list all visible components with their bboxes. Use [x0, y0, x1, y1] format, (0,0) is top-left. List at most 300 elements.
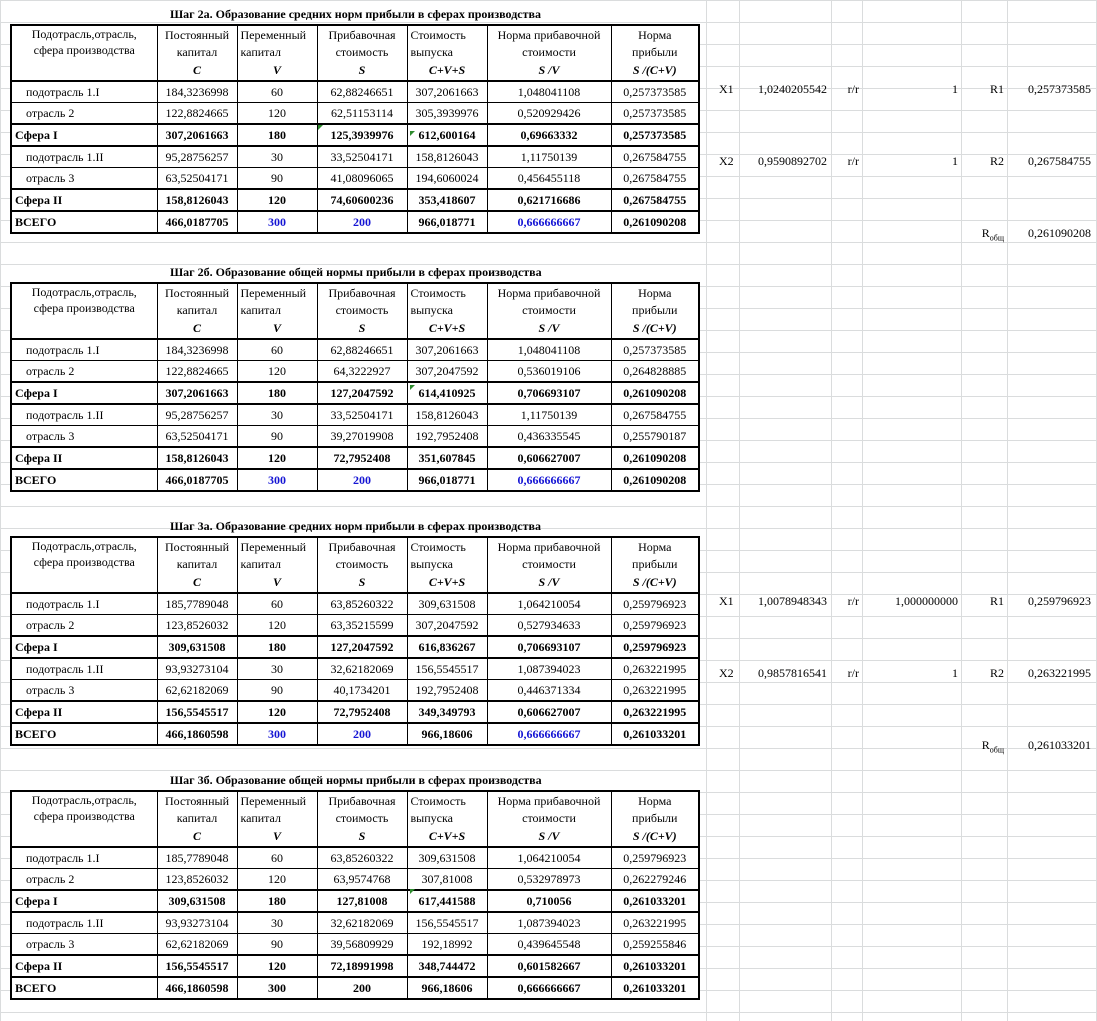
cell-c[interactable]: 63,52504171: [157, 168, 237, 190]
cell-c[interactable]: 158,8126043: [157, 447, 237, 469]
table-row: [11, 168, 699, 190]
cell-p[interactable]: 0,259796923: [611, 847, 699, 869]
header-c-line2: капитал: [157, 555, 237, 572]
table-row: [11, 81, 699, 103]
cell-cvs[interactable]: 966,018771: [407, 211, 487, 233]
cell-cvs[interactable]: 194,6060024: [407, 168, 487, 190]
row-label: отрасль 2: [11, 615, 157, 637]
cell-c[interactable]: 62,62182069: [157, 680, 237, 702]
table-row: [11, 146, 699, 168]
cell-cvs[interactable]: 307,2061663: [407, 339, 487, 361]
side-x1-label: X1: [719, 594, 734, 608]
header-sv-line2: стоимости: [487, 809, 611, 826]
cell-sv[interactable]: 0,536019106: [487, 361, 611, 383]
cell-p[interactable]: 0,261090208: [611, 211, 699, 233]
cell-v[interactable]: 120: [237, 103, 317, 125]
cell-p[interactable]: 0,261090208: [611, 469, 699, 491]
cell-s[interactable]: 200: [317, 723, 407, 745]
cell-s[interactable]: 40,1734201: [317, 680, 407, 702]
table-row: [11, 339, 699, 361]
cell-cvs[interactable]: 309,631508: [407, 847, 487, 869]
header-sv-line2: стоимости: [487, 43, 611, 60]
header-c-line1: Постоянный: [157, 25, 237, 43]
table-row: [11, 847, 699, 869]
cell-p[interactable]: 0,261033201: [611, 890, 699, 912]
side-x1-value[interactable]: 1,0240205542: [758, 82, 827, 96]
header-p-line2: прибыли: [611, 555, 699, 572]
cell-s[interactable]: 33,52504171: [317, 404, 407, 426]
side-x2-r-value[interactable]: 0,263221995: [1028, 666, 1091, 680]
cell-c[interactable]: 185,7789048: [157, 593, 237, 615]
summary-row: [11, 977, 699, 999]
side-x2-value[interactable]: 0,9857816541: [758, 666, 827, 680]
header-sv-line2: стоимости: [487, 301, 611, 318]
header-col-label: [11, 283, 157, 318]
cell-v[interactable]: 120: [237, 955, 317, 977]
cell-v[interactable]: 30: [237, 404, 317, 426]
cell-c[interactable]: 309,631508: [157, 636, 237, 658]
cell-p[interactable]: 0,264828885: [611, 361, 699, 383]
header-col-label: [11, 537, 157, 572]
table-row: [11, 680, 699, 702]
cell-sv[interactable]: 0,520929426: [487, 103, 611, 125]
row-label: отрасль 2: [11, 103, 157, 125]
cell-c[interactable]: 156,5545517: [157, 955, 237, 977]
symbol-cvs: C+V+S: [407, 826, 487, 847]
header-v-line2: капитал: [237, 43, 317, 60]
cell-v[interactable]: 60: [237, 847, 317, 869]
symbol-sv: S /V: [487, 572, 611, 593]
cell-cvs[interactable]: 351,607845: [407, 447, 487, 469]
summary-row: [11, 701, 699, 723]
cell-p[interactable]: 0,261090208: [611, 382, 699, 404]
header-cvs-line2: выпуска: [407, 809, 487, 826]
row-label: Сфера I: [11, 636, 157, 658]
cell-c[interactable]: 93,93273104: [157, 658, 237, 680]
cell-cvs[interactable]: 617,441588: [407, 890, 487, 912]
cell-sv[interactable]: 1,048041108: [487, 339, 611, 361]
cell-sv[interactable]: 0,666666667: [487, 211, 611, 233]
cell-c[interactable]: 123,8526032: [157, 615, 237, 637]
row-label: ВСЕГО: [11, 469, 157, 491]
cell-v[interactable]: 90: [237, 934, 317, 956]
row-label: подотрасль 1.II: [11, 912, 157, 934]
cell-s[interactable]: 127,81008: [317, 890, 407, 912]
summary-row: [11, 636, 699, 658]
cell-cvs[interactable]: 616,836267: [407, 636, 487, 658]
cell-sv[interactable]: 0,666666667: [487, 723, 611, 745]
cell-s[interactable]: 127,2047592: [317, 382, 407, 404]
row-label: подотрасль 1.I: [11, 339, 157, 361]
cell-v[interactable]: 120: [237, 701, 317, 723]
header-spacer: [11, 826, 157, 847]
symbol-v: V: [237, 318, 317, 339]
cell-sv[interactable]: 0,606627007: [487, 701, 611, 723]
header-s-line2: стоимость: [317, 555, 407, 572]
row-label: отрасль 2: [11, 869, 157, 891]
cell-c[interactable]: 466,1860598: [157, 977, 237, 999]
symbol-s: S: [317, 826, 407, 847]
summary-row: [11, 447, 699, 469]
cell-cvs[interactable]: 156,5545517: [407, 912, 487, 934]
summary-row: [11, 890, 699, 912]
cell-sv[interactable]: 0,666666667: [487, 469, 611, 491]
symbol-s: S: [317, 318, 407, 339]
cell-s[interactable]: 62,51153114: [317, 103, 407, 125]
header-v-line2: капитал: [237, 809, 317, 826]
side-x2-r-value[interactable]: 0,267584755: [1028, 154, 1091, 168]
cell-p[interactable]: 0,263221995: [611, 658, 699, 680]
cell-sv[interactable]: 0,527934633: [487, 615, 611, 637]
header-s-line1: Прибавочная: [317, 791, 407, 809]
cell-p[interactable]: 0,261033201: [611, 977, 699, 999]
row-label: подотрасль 1.I: [11, 81, 157, 103]
table-row: [11, 426, 699, 448]
table-row: [11, 912, 699, 934]
row-label: Сфера II: [11, 447, 157, 469]
cell-cvs[interactable]: 307,2047592: [407, 615, 487, 637]
cell-sv[interactable]: 1,064210054: [487, 847, 611, 869]
cell-p[interactable]: 0,267584755: [611, 168, 699, 190]
header-p-line2: прибыли: [611, 301, 699, 318]
cell-p[interactable]: 0,257373585: [611, 339, 699, 361]
cell-cvs[interactable]: 612,600164: [407, 124, 487, 146]
side-x1-r-label: R1: [989, 594, 1004, 608]
row-label: подотрасль 1.I: [11, 847, 157, 869]
cell-sv[interactable]: 0,710056: [487, 890, 611, 912]
cell-sv[interactable]: 0,706693107: [487, 636, 611, 658]
row-label: отрасль 3: [11, 680, 157, 702]
cell-sv[interactable]: 0,436335545: [487, 426, 611, 448]
cell-p[interactable]: 0,259796923: [611, 593, 699, 615]
cell-s[interactable]: 72,7952408: [317, 447, 407, 469]
cell-cvs[interactable]: 309,631508: [407, 593, 487, 615]
cell-c[interactable]: 466,1860598: [157, 723, 237, 745]
cell-s[interactable]: 64,3222927: [317, 361, 407, 383]
cell-p[interactable]: 0,267584755: [611, 404, 699, 426]
cell-c[interactable]: 122,8824665: [157, 361, 237, 383]
symbol-c: C: [157, 826, 237, 847]
cell-s[interactable]: 32,62182069: [317, 658, 407, 680]
side-total-value[interactable]: 0,261033201: [1028, 738, 1091, 752]
row-label: Сфера II: [11, 955, 157, 977]
symbol-v: V: [237, 572, 317, 593]
cell-c[interactable]: 466,0187705: [157, 469, 237, 491]
cell-s[interactable]: 127,2047592: [317, 636, 407, 658]
cell-sv[interactable]: 0,439645548: [487, 934, 611, 956]
cell-v[interactable]: 30: [237, 912, 317, 934]
cell-c[interactable]: 63,52504171: [157, 426, 237, 448]
header-v-line1: Переменный: [237, 25, 317, 43]
side-x1-value[interactable]: 1,0078948343: [758, 594, 827, 608]
cell-v[interactable]: 300: [237, 977, 317, 999]
side-x1-r-value[interactable]: 0,259796923: [1028, 594, 1091, 608]
cell-sv[interactable]: 1,048041108: [487, 81, 611, 103]
cell-cvs[interactable]: 158,8126043: [407, 146, 487, 168]
cell-v[interactable]: 30: [237, 658, 317, 680]
symbol-sv: S /V: [487, 60, 611, 81]
cell-s[interactable]: 63,85260322: [317, 847, 407, 869]
cell-s[interactable]: 39,27019908: [317, 426, 407, 448]
cell-s[interactable]: 33,52504171: [317, 146, 407, 168]
cell-sv[interactable]: 0,601582667: [487, 955, 611, 977]
cell-cvs[interactable]: 966,18606: [407, 977, 487, 999]
side-x1-r-value[interactable]: 0,257373585: [1028, 82, 1091, 96]
cell-s[interactable]: 200: [317, 211, 407, 233]
cell-sv[interactable]: 0,532978973: [487, 869, 611, 891]
symbol-c: C: [157, 572, 237, 593]
cell-sv[interactable]: 0,621716686: [487, 189, 611, 211]
cell-s[interactable]: 41,08096065: [317, 168, 407, 190]
cell-sv[interactable]: 1,11750139: [487, 146, 611, 168]
block-title: Шаг 2а. Образование средних норм прибыли в сферах производства: [170, 7, 541, 21]
cell-marker-icon: [410, 131, 415, 136]
header-s-line2: стоимость: [317, 809, 407, 826]
side-x2-ratio: r/r: [847, 666, 859, 680]
header-sv-line1: Норма прибавочной: [487, 283, 611, 301]
cell-s[interactable]: 32,62182069: [317, 912, 407, 934]
side-x2-one[interactable]: 1: [952, 666, 958, 680]
row-label: Сфера I: [11, 890, 157, 912]
cell-p[interactable]: 0,263221995: [611, 701, 699, 723]
cell-s[interactable]: 63,35215599: [317, 615, 407, 637]
header-spacer: [11, 60, 157, 81]
cell-s[interactable]: 62,88246651: [317, 81, 407, 103]
row-label: подотрасль 1.II: [11, 658, 157, 680]
cell-sv[interactable]: 0,446371334: [487, 680, 611, 702]
cell-v[interactable]: 120: [237, 615, 317, 637]
side-x1-label: X1: [719, 82, 734, 96]
cell-s[interactable]: 63,9574768: [317, 869, 407, 891]
header-v-line1: Переменный: [237, 791, 317, 809]
cell-v[interactable]: 60: [237, 81, 317, 103]
cell-cvs[interactable]: 192,7952408: [407, 426, 487, 448]
side-x2-ratio: r/r: [847, 154, 859, 168]
cell-p[interactable]: 0,257373585: [611, 81, 699, 103]
header-p-line2: прибыли: [611, 809, 699, 826]
row-label: отрасль 3: [11, 426, 157, 448]
cell-s[interactable]: 72,7952408: [317, 701, 407, 723]
table-row: [11, 869, 699, 891]
cell-cvs[interactable]: 156,5545517: [407, 658, 487, 680]
cell-c[interactable]: 95,28756257: [157, 146, 237, 168]
cell-cvs[interactable]: 966,018771: [407, 469, 487, 491]
cell-v[interactable]: 180: [237, 124, 317, 146]
header-spacer: [11, 318, 157, 339]
cell-c[interactable]: 158,8126043: [157, 189, 237, 211]
header-cvs-line2: выпуска: [407, 301, 487, 318]
symbol-p: S /(C+V): [611, 318, 699, 339]
cell-v[interactable]: 120: [237, 447, 317, 469]
cell-sv[interactable]: 1,087394023: [487, 912, 611, 934]
cell-cvs[interactable]: 192,18992: [407, 934, 487, 956]
cell-v[interactable]: 120: [237, 361, 317, 383]
cell-c[interactable]: 184,3236998: [157, 339, 237, 361]
cell-s[interactable]: 62,88246651: [317, 339, 407, 361]
summary-row: [11, 124, 699, 146]
cell-p[interactable]: 0,267584755: [611, 189, 699, 211]
cell-p[interactable]: 0,257373585: [611, 124, 699, 146]
cell-v[interactable]: 300: [237, 723, 317, 745]
table-row: [11, 404, 699, 426]
row-label: ВСЕГО: [11, 211, 157, 233]
cell-p[interactable]: 0,255790187: [611, 426, 699, 448]
cell-c[interactable]: 307,2061663: [157, 124, 237, 146]
cell-v[interactable]: 60: [237, 339, 317, 361]
header-spacer: [11, 572, 157, 593]
table-row: [11, 615, 699, 637]
cell-v[interactable]: 180: [237, 382, 317, 404]
cell-sv[interactable]: 0,666666667: [487, 977, 611, 999]
cell-c[interactable]: 309,631508: [157, 890, 237, 912]
side-x1-ratio: r/r: [847, 594, 859, 608]
profit-table: [10, 24, 700, 234]
side-x1-ratio: r/r: [847, 82, 859, 96]
cell-sv[interactable]: 1,11750139: [487, 404, 611, 426]
cell-sv[interactable]: 0,69663332: [487, 124, 611, 146]
cell-c[interactable]: 185,7789048: [157, 847, 237, 869]
cell-v[interactable]: 300: [237, 469, 317, 491]
header-cvs-line1: Стоимость: [407, 25, 487, 43]
cell-sv[interactable]: 0,606627007: [487, 447, 611, 469]
cell-cvs[interactable]: 307,2061663: [407, 81, 487, 103]
cell-marker-icon: [410, 889, 415, 894]
cell-s[interactable]: 72,18991998: [317, 955, 407, 977]
cell-v[interactable]: 120: [237, 189, 317, 211]
row-label: Сфера I: [11, 382, 157, 404]
cell-p[interactable]: 0,263221995: [611, 912, 699, 934]
cell-p[interactable]: 0,259255846: [611, 934, 699, 956]
cell-s[interactable]: 125,3939976: [317, 124, 407, 146]
cell-cvs[interactable]: 349,349793: [407, 701, 487, 723]
header-col-label: [11, 25, 157, 60]
profit-table: [10, 536, 700, 746]
table-row: [11, 658, 699, 680]
cell-p[interactable]: 0,259796923: [611, 636, 699, 658]
header-c-line2: капитал: [157, 43, 237, 60]
cell-v[interactable]: 60: [237, 593, 317, 615]
header-label-line: Подотрасль,отрасль,: [31, 285, 137, 299]
cell-p[interactable]: 0,261033201: [611, 955, 699, 977]
row-label: подотрасль 1.II: [11, 146, 157, 168]
cell-c[interactable]: 156,5545517: [157, 701, 237, 723]
cell-cvs[interactable]: 158,8126043: [407, 404, 487, 426]
cell-s[interactable]: 200: [317, 469, 407, 491]
cell-s[interactable]: 39,56809929: [317, 934, 407, 956]
cell-v[interactable]: 300: [237, 211, 317, 233]
cell-cvs[interactable]: 307,81008: [407, 869, 487, 891]
cell-p[interactable]: 0,257373585: [611, 103, 699, 125]
cell-p[interactable]: 0,267584755: [611, 146, 699, 168]
cell-sv[interactable]: 0,706693107: [487, 382, 611, 404]
cell-cvs[interactable]: 305,3939976: [407, 103, 487, 125]
cell-c[interactable]: 93,93273104: [157, 912, 237, 934]
cell-v[interactable]: 90: [237, 168, 317, 190]
cell-v[interactable]: 90: [237, 426, 317, 448]
symbol-sv: S /V: [487, 826, 611, 847]
summary-row: [11, 955, 699, 977]
cell-cvs[interactable]: 966,18606: [407, 723, 487, 745]
row-label: Сфера I: [11, 124, 157, 146]
cell-c[interactable]: 95,28756257: [157, 404, 237, 426]
symbol-p: S /(C+V): [611, 826, 699, 847]
side-x2-label: X2: [719, 666, 734, 680]
header-label-line: сфера производства: [33, 809, 135, 823]
header-cvs-line1: Стоимость: [407, 537, 487, 555]
side-x2-value[interactable]: 0,9590892702: [758, 154, 827, 168]
block-title: Шаг 3а. Образование средних норм прибыли в сферах производства: [170, 519, 541, 533]
symbol-p: S /(C+V): [611, 60, 699, 81]
cell-cvs[interactable]: 192,7952408: [407, 680, 487, 702]
side-x1-one[interactable]: 1,000000000: [895, 594, 958, 608]
row-label: отрасль 3: [11, 168, 157, 190]
side-x2-r-label: R2: [989, 154, 1004, 168]
cell-s[interactable]: 200: [317, 977, 407, 999]
cell-sv[interactable]: 0,456455118: [487, 168, 611, 190]
cell-s[interactable]: 74,60600236: [317, 189, 407, 211]
header-c-line2: капитал: [157, 809, 237, 826]
cell-cvs[interactable]: 614,410925: [407, 382, 487, 404]
summary-row: [11, 382, 699, 404]
cell-s[interactable]: 63,85260322: [317, 593, 407, 615]
side-x2-one[interactable]: 1: [952, 154, 958, 168]
cell-cvs[interactable]: 353,418607: [407, 189, 487, 211]
cell-c[interactable]: 123,8526032: [157, 869, 237, 891]
header-p-line1: Норма: [611, 25, 699, 43]
cell-v[interactable]: 90: [237, 680, 317, 702]
cell-cvs[interactable]: 307,2047592: [407, 361, 487, 383]
header-v-line1: Переменный: [237, 537, 317, 555]
cell-v[interactable]: 120: [237, 869, 317, 891]
cell-c[interactable]: 184,3236998: [157, 81, 237, 103]
side-x1-one[interactable]: 1: [952, 82, 958, 96]
symbol-s: S: [317, 572, 407, 593]
header-label-line: сфера производства: [33, 301, 135, 315]
header-v-line1: Переменный: [237, 283, 317, 301]
cell-v[interactable]: 180: [237, 636, 317, 658]
cell-sv[interactable]: 1,087394023: [487, 658, 611, 680]
cell-c[interactable]: 62,62182069: [157, 934, 237, 956]
cell-p[interactable]: 0,261090208: [611, 447, 699, 469]
cell-p[interactable]: 0,261033201: [611, 723, 699, 745]
cell-c[interactable]: 466,0187705: [157, 211, 237, 233]
header-cvs-line1: Стоимость: [407, 283, 487, 301]
table-row: [11, 934, 699, 956]
row-label: подотрасль 1.II: [11, 404, 157, 426]
cell-p[interactable]: 0,263221995: [611, 680, 699, 702]
cell-c[interactable]: 307,2061663: [157, 382, 237, 404]
summary-row: [11, 723, 699, 745]
row-label: Сфера II: [11, 701, 157, 723]
cell-p[interactable]: 0,259796923: [611, 615, 699, 637]
cell-c[interactable]: 122,8824665: [157, 103, 237, 125]
header-cvs-line1: Стоимость: [407, 791, 487, 809]
symbol-v: V: [237, 826, 317, 847]
cell-v[interactable]: 30: [237, 146, 317, 168]
side-total-label: [961, 738, 1004, 754]
cell-sv[interactable]: 1,064210054: [487, 593, 611, 615]
header-p-line1: Норма: [611, 791, 699, 809]
cell-p[interactable]: 0,262279246: [611, 869, 699, 891]
cell-v[interactable]: 180: [237, 890, 317, 912]
header-sv-line1: Норма прибавочной: [487, 791, 611, 809]
side-total-value[interactable]: 0,261090208: [1028, 226, 1091, 240]
table-row: [11, 361, 699, 383]
cell-cvs[interactable]: 348,744472: [407, 955, 487, 977]
header-label-line: сфера производства: [33, 43, 135, 57]
row-label: ВСЕГО: [11, 723, 157, 745]
header-c-line1: Постоянный: [157, 791, 237, 809]
